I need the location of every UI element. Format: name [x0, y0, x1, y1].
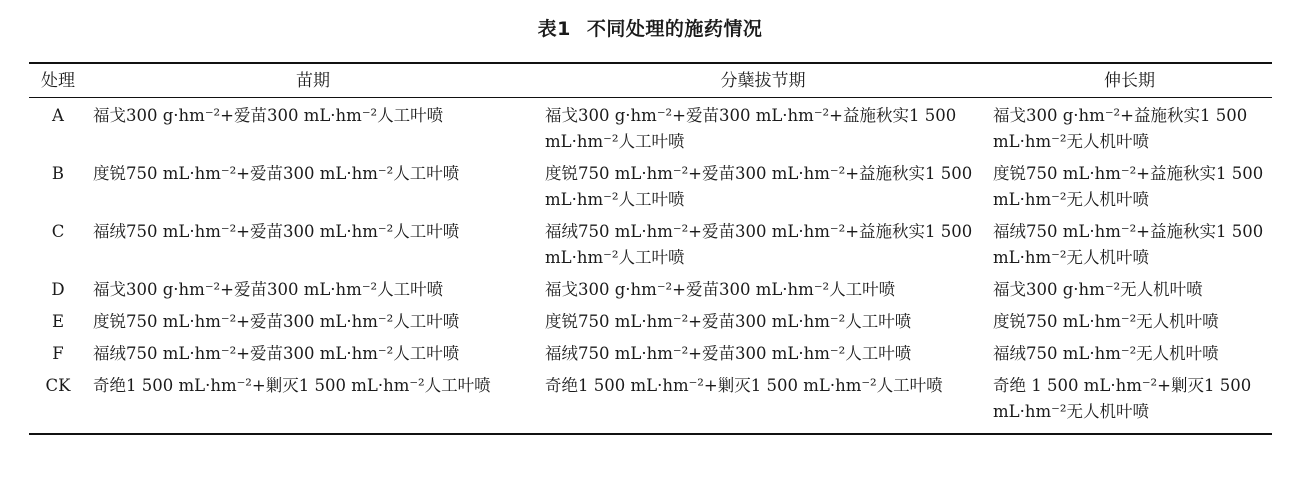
- header-elongation-stage: 伸长期: [1104, 70, 1155, 91]
- header-tillering-jointing-stage: 分蘖拔节期: [720, 70, 806, 91]
- table-row: [29, 274, 1272, 306]
- table-title: 不同处理的施药情况: [586, 18, 763, 40]
- elongation-cell: 福绒750 mL·hm⁻²无人机叶喷: [993, 344, 1219, 363]
- seedling-cell: 度锐750 mL·hm⁻²+爱苗300 mL·hm⁻²人工叶喷: [93, 164, 460, 183]
- table-row: [29, 216, 1272, 274]
- tillering-cell: 福戈300 g·hm⁻²+爱苗300 mL·hm⁻²人工叶喷: [545, 280, 896, 299]
- seedling-cell: 福绒750 mL·hm⁻²+爱苗300 mL·hm⁻²人工叶喷: [93, 344, 460, 363]
- table-row: [29, 98, 1272, 159]
- table-header: [29, 63, 1272, 98]
- seedling-cell: 福戈300 g·hm⁻²+爱苗300 mL·hm⁻²人工叶喷: [93, 106, 444, 125]
- header-treatment: 处理: [41, 70, 75, 91]
- table-row: [29, 158, 1272, 216]
- treatment-cell: E: [51, 312, 65, 331]
- treatment-table: [29, 62, 1272, 435]
- tillering-cell: 奇绝1 500 mL·hm⁻²+剿灭1 500 mL·hm⁻²人工叶喷: [545, 376, 943, 395]
- elongation-cell: 度锐750 mL·hm⁻²无人机叶喷: [993, 312, 1219, 331]
- seedling-cell: 奇绝1 500 mL·hm⁻²+剿灭1 500 mL·hm⁻²人工叶喷: [93, 376, 491, 395]
- header-seedling-stage: 苗期: [296, 70, 330, 91]
- seedling-cell: 福绒750 mL·hm⁻²+爱苗300 mL·hm⁻²人工叶喷: [93, 222, 460, 241]
- seedling-cell: 福戈300 g·hm⁻²+爱苗300 mL·hm⁻²人工叶喷: [93, 280, 444, 299]
- elongation-cell: 奇绝 1 500 mL·hm⁻²+剿灭1 500 mL·hm⁻²无人机叶喷: [993, 376, 1252, 421]
- treatment-cell: CK: [45, 376, 71, 395]
- elongation-cell: 福戈300 g·hm⁻²无人机叶喷: [993, 280, 1203, 299]
- header-row: [29, 63, 1272, 98]
- elongation-cell: 福戈300 g·hm⁻²+益施秋实1 500 mL·hm⁻²无人机叶喷: [993, 106, 1248, 151]
- tillering-cell: 度锐750 mL·hm⁻²+爱苗300 mL·hm⁻²人工叶喷: [545, 312, 912, 331]
- tillering-cell: 福戈300 g·hm⁻²+爱苗300 mL·hm⁻²+益施秋实1 500 mL·hm⁻²人工叶喷: [545, 106, 957, 151]
- table-label: 表1: [537, 18, 571, 40]
- treatment-cell: C: [51, 222, 65, 241]
- seedling-cell: 度锐750 mL·hm⁻²+爱苗300 mL·hm⁻²人工叶喷: [93, 312, 460, 331]
- table-row: [29, 338, 1272, 370]
- tillering-cell: 度锐750 mL·hm⁻²+爱苗300 mL·hm⁻²+益施秋实1 500 mL·hm⁻²人工叶喷: [545, 164, 973, 209]
- tillering-cell: 福绒750 mL·hm⁻²+爱苗300 mL·hm⁻²人工叶喷: [545, 344, 912, 363]
- treatment-cell: F: [52, 344, 64, 363]
- table-row: [29, 370, 1272, 434]
- elongation-cell: 福绒750 mL·hm⁻²+益施秋实1 500 mL·hm⁻²无人机叶喷: [993, 222, 1264, 267]
- treatment-cell: B: [51, 164, 65, 183]
- tillering-cell: 福绒750 mL·hm⁻²+爱苗300 mL·hm⁻²+益施秋实1 500 mL·hm⁻²人工叶喷: [545, 222, 973, 267]
- treatment-cell: D: [51, 280, 65, 299]
- elongation-cell: 度锐750 mL·hm⁻²+益施秋实1 500 mL·hm⁻²无人机叶喷: [993, 164, 1264, 209]
- table-body: [29, 98, 1272, 435]
- table-row: [29, 306, 1272, 338]
- treatment-cell: A: [52, 106, 64, 125]
- table-caption: [0, 14, 1300, 41]
